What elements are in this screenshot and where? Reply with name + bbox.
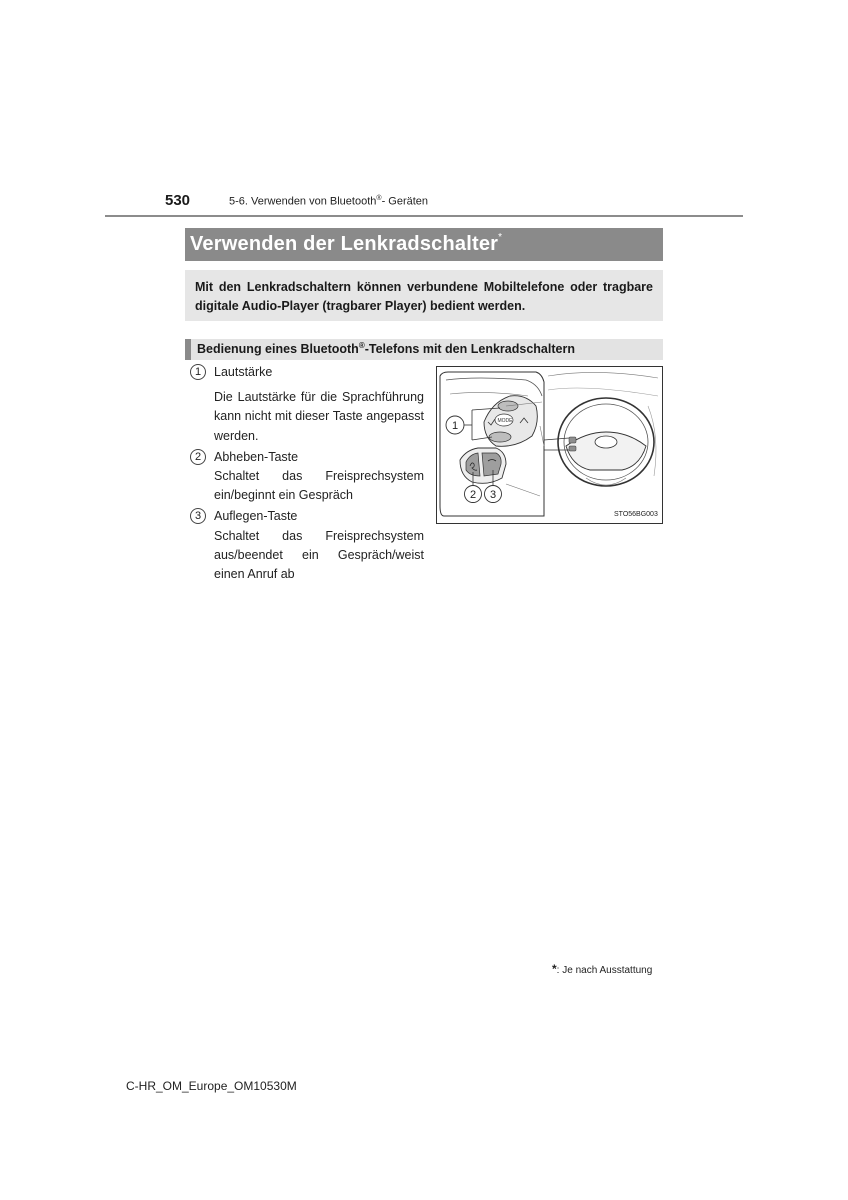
item-title: Auflegen-Taste [214,509,298,524]
section-title: Verwenden der Lenkradschalter* [185,228,663,261]
footer-code: C-HR_OM_Europe_OM10530M [126,1079,297,1093]
item-number: 1 [190,364,206,380]
on-hook-button [482,453,501,476]
svg-text:3: 3 [489,489,497,501]
figure-code: STO56BG003 [614,511,658,518]
item-description: Schaltet das Freisprechsystem aus/beendet ein Gespräch/weist einen Anruf ab [214,528,424,582]
list-item [190,363,424,446]
breadcrumb: 5-6. Verwenden von Bluetooth®- Geräten [229,195,429,208]
page-number: 530 [165,192,191,209]
item-number: 2 [190,449,206,465]
mode-label: MODE [497,418,513,424]
item-title: Lautstärke [214,365,273,379]
item-description: Die Lautstärke für die Sprachführung kann nicht mit dieser Taste angepasst werden. [214,390,424,443]
steering-switch-illustration [436,366,663,524]
item-title: Abheben-Taste [214,449,299,464]
list-item [190,448,424,506]
footnote-mark: * [498,232,503,243]
svg-text:1: 1 [451,420,459,432]
item-number: 3 [190,508,206,524]
item-description: Schaltet das Freisprechsystem ein/beginnt ein Gespräch [214,469,424,503]
intro-box: Mit den Lenkradschaltern können verbundene Mobiltelefone oder tragbare digitale Audio-Player (tragbarer Player) bedient werden. [185,270,663,321]
svg-text:2: 2 [469,489,477,501]
list-item [190,507,424,584]
footnote: *: Je nach Ausstattung [552,962,653,976]
subsection-heading: Bedienung eines Bluetooth®-Telefons mit den Lenkradschaltern [185,339,663,360]
item-list [190,363,424,586]
header-rule [105,215,743,217]
